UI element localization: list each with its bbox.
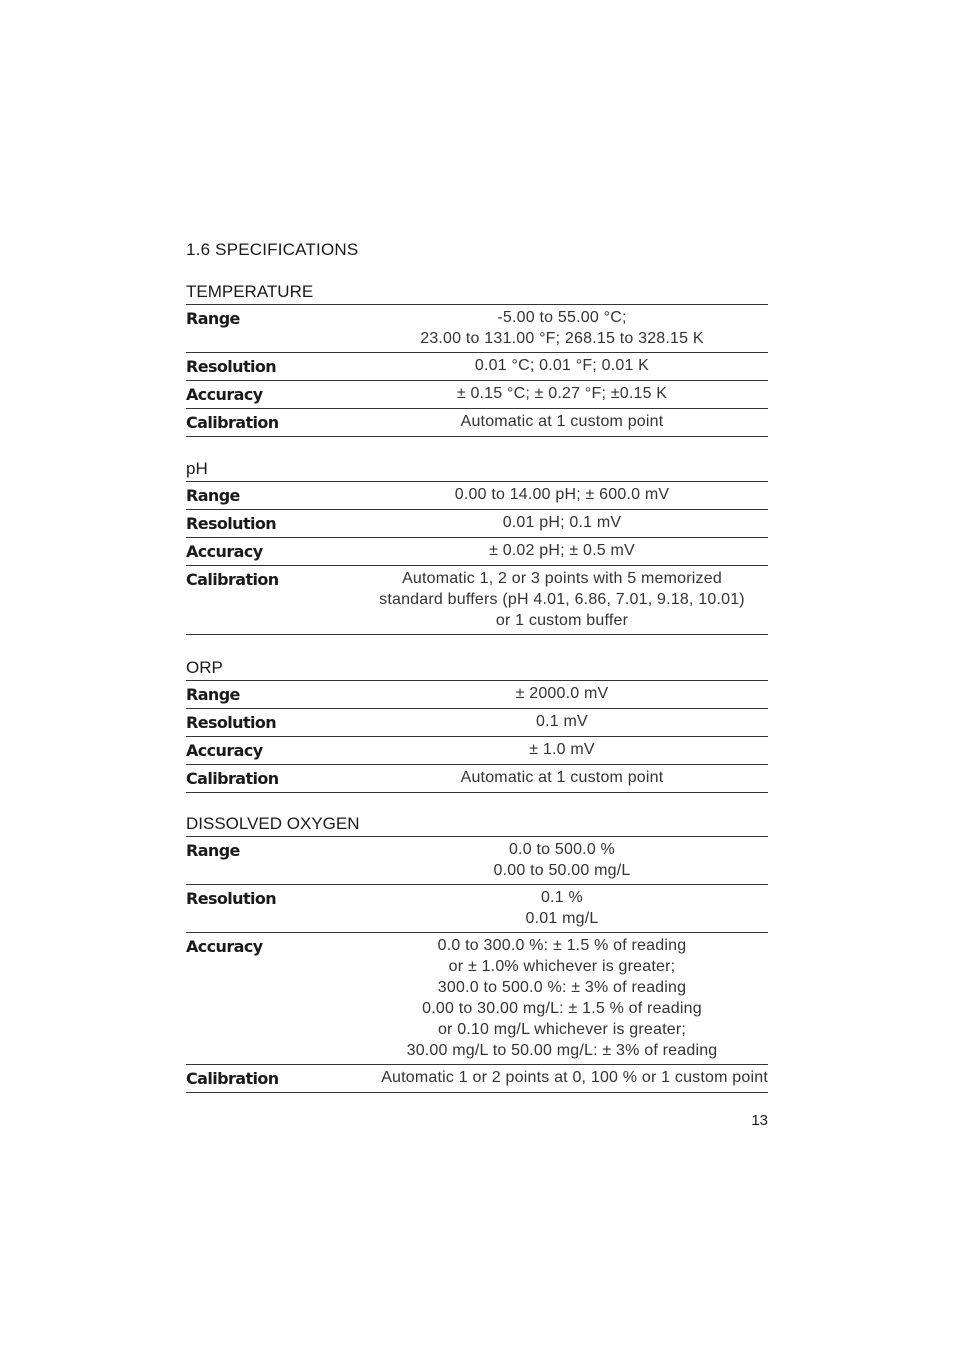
spec-label: Calibration <box>186 413 279 432</box>
spec-value-line: Automatic at 1 custom point <box>460 769 664 786</box>
spec-value-line: ± 2000.0 mV <box>515 685 609 702</box>
spec-row-resolution <box>186 885 768 933</box>
spec-value <box>356 1067 768 1089</box>
spec-row-calibration <box>186 409 768 437</box>
spec-row-range <box>186 482 768 510</box>
page-heading: 1.6 SPECIFICATIONS <box>186 240 359 259</box>
page-number: 13 <box>751 1112 768 1129</box>
spec-value-line: 30.00 mg/L to 50.00 mg/L: ± 3% of reading <box>406 1042 718 1059</box>
spec-value-line: standard buffers (pH 4.01, 6.86, 7.01, 9.18, 10.01) <box>379 591 745 608</box>
spec-value-line: 0.0 to 300.0 %: ± 1.5 % of reading <box>437 937 687 954</box>
spec-value-line: 0.00 to 30.00 mg/L: ± 1.5 % of reading <box>422 1000 702 1017</box>
spec-value-line: 23.00 to 131.00 °F; 268.15 to 328.15 K <box>420 330 704 347</box>
spec-value-line: or ± 1.0% whichever is greater; <box>448 958 676 975</box>
spec-label: Resolution <box>186 713 277 732</box>
spec-value-line: ± 0.15 °C; ± 0.27 °F; ±0.15 K <box>456 385 668 402</box>
spec-value-line: 0.1 mV <box>536 713 588 730</box>
spec-value-line: Automatic 1, 2 or 3 points with 5 memorized <box>402 570 722 587</box>
spec-row-accuracy <box>186 933 768 1065</box>
spec-value <box>356 767 768 789</box>
spec-value <box>356 739 768 761</box>
spec-label: Accuracy <box>186 542 263 561</box>
spec-value <box>356 568 768 631</box>
spec-row-range <box>186 837 768 885</box>
spec-value-line: -5.00 to 55.00 °C; <box>497 309 627 326</box>
spec-label: Range <box>186 841 240 860</box>
spec-label: Calibration <box>186 1069 279 1088</box>
spec-value-line: 0.01 °C; 0.01 °F; 0.01 K <box>474 357 650 374</box>
spec-row-range <box>186 681 768 709</box>
spec-value <box>356 484 768 506</box>
spec-value-line: 0.01 pH; 0.1 mV <box>502 514 622 531</box>
spec-value-line: ± 0.02 pH; ± 0.5 mV <box>489 542 635 559</box>
spec-value <box>356 540 768 562</box>
spec-value-line: or 0.10 mg/L whichever is greater; <box>437 1021 687 1038</box>
section-temperature <box>186 281 768 437</box>
spec-value-line: 0.1 % <box>541 889 583 906</box>
section-title: TEMPERATURE <box>186 281 768 305</box>
spec-value <box>356 683 768 705</box>
spec-value <box>356 383 768 405</box>
spec-label: Accuracy <box>186 937 263 956</box>
section-orp <box>186 657 768 793</box>
spec-label: Accuracy <box>186 385 263 404</box>
spec-value-line: 300.0 to 500.0 %: ± 3% of reading <box>437 979 687 996</box>
spec-value <box>356 887 768 929</box>
spec-value-line: 0.00 to 50.00 mg/L <box>493 862 631 879</box>
spec-label: Range <box>186 685 240 704</box>
spec-label: Calibration <box>186 570 279 589</box>
spec-label: Resolution <box>186 889 277 908</box>
spec-row-calibration <box>186 566 768 635</box>
spec-row-accuracy <box>186 737 768 765</box>
section-ph <box>186 458 768 635</box>
spec-row-resolution <box>186 353 768 381</box>
section-title: ORP <box>186 657 768 681</box>
spec-value <box>356 839 768 881</box>
spec-row-calibration <box>186 765 768 793</box>
spec-value-line: 0.0 to 500.0 % <box>509 841 615 858</box>
spec-value-line: ± 1.0 mV <box>529 741 595 758</box>
spec-value-line: or 1 custom buffer <box>495 612 629 629</box>
spec-value-line: Automatic at 1 custom point <box>460 413 664 430</box>
spec-value <box>356 307 768 349</box>
section-title: pH <box>186 458 768 482</box>
spec-label: Calibration <box>186 769 279 788</box>
spec-row-range <box>186 305 768 353</box>
spec-row-resolution <box>186 709 768 737</box>
spec-value <box>356 935 768 1061</box>
spec-value <box>356 711 768 733</box>
section-title: DISSOLVED OXYGEN <box>186 813 768 837</box>
section-dissolved-oxygen <box>186 813 768 1093</box>
spec-value-line: Automatic 1 or 2 points at 0, 100 % or 1 custom point <box>381 1069 768 1086</box>
spec-row-resolution <box>186 510 768 538</box>
spec-value <box>356 355 768 377</box>
spec-row-accuracy <box>186 381 768 409</box>
spec-value-line: 0.01 mg/L <box>525 910 599 927</box>
spec-label: Resolution <box>186 357 277 376</box>
spec-label: Accuracy <box>186 741 263 760</box>
spec-row-calibration <box>186 1065 768 1093</box>
spec-label: Range <box>186 486 240 505</box>
spec-value-line: 0.00 to 14.00 pH; ± 600.0 mV <box>454 486 670 503</box>
spec-row-accuracy <box>186 538 768 566</box>
spec-label: Resolution <box>186 514 277 533</box>
spec-label: Range <box>186 309 240 328</box>
spec-value <box>356 411 768 433</box>
spec-value <box>356 512 768 534</box>
